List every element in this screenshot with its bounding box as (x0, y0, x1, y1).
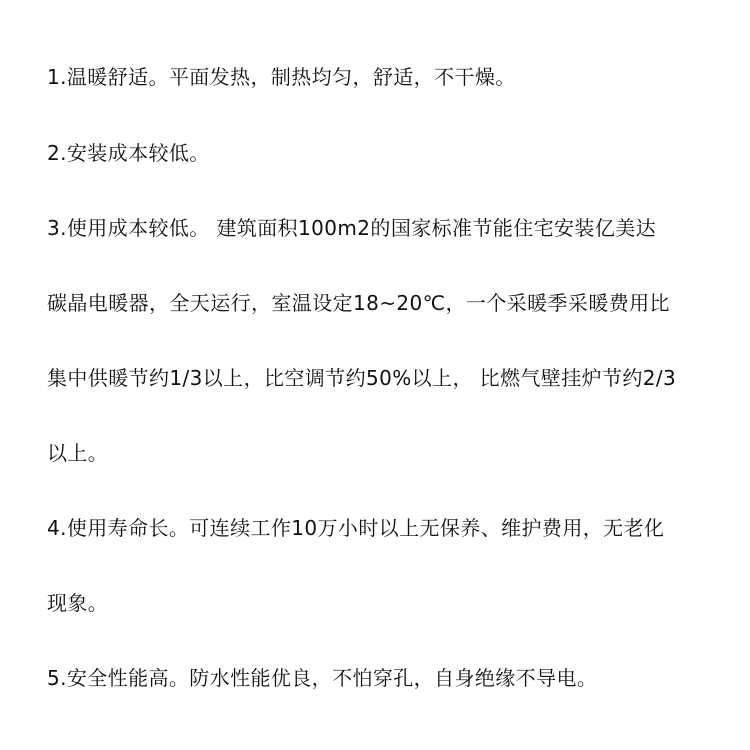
text-line-point-3-cont-1: 碳晶电暖器，全天运行，室温设定18~20℃，一个采暖季采暖费用比 (47, 291, 670, 315)
text-line-point-3-cont-3: 以上。 (47, 441, 109, 465)
text-line-point-2: 2.安装成本较低。 (47, 141, 210, 165)
text-line-point-1: 1.温暖舒适。平面发热，制热均匀，舒适，不干燥。 (47, 65, 516, 89)
text-line-point-5: 5.安全性能高。防水性能优良，不怕穿孔，自身绝缘不导电。 (47, 666, 598, 690)
text-line-point-4-cont: 现象。 (47, 591, 109, 615)
text-line-point-3: 3.使用成本较低。 建筑面积100m2的国家标准节能住宅安装亿美达 (47, 216, 657, 240)
text-line-point-4: 4.使用寿命长。可连续工作10万小时以上无保养、维护费用，无老化 (47, 516, 665, 540)
text-line-point-3-cont-2: 集中供暖节约1/3以上，比空调节约50%以上， 比燃气壁挂炉节约2/3 (47, 366, 677, 390)
